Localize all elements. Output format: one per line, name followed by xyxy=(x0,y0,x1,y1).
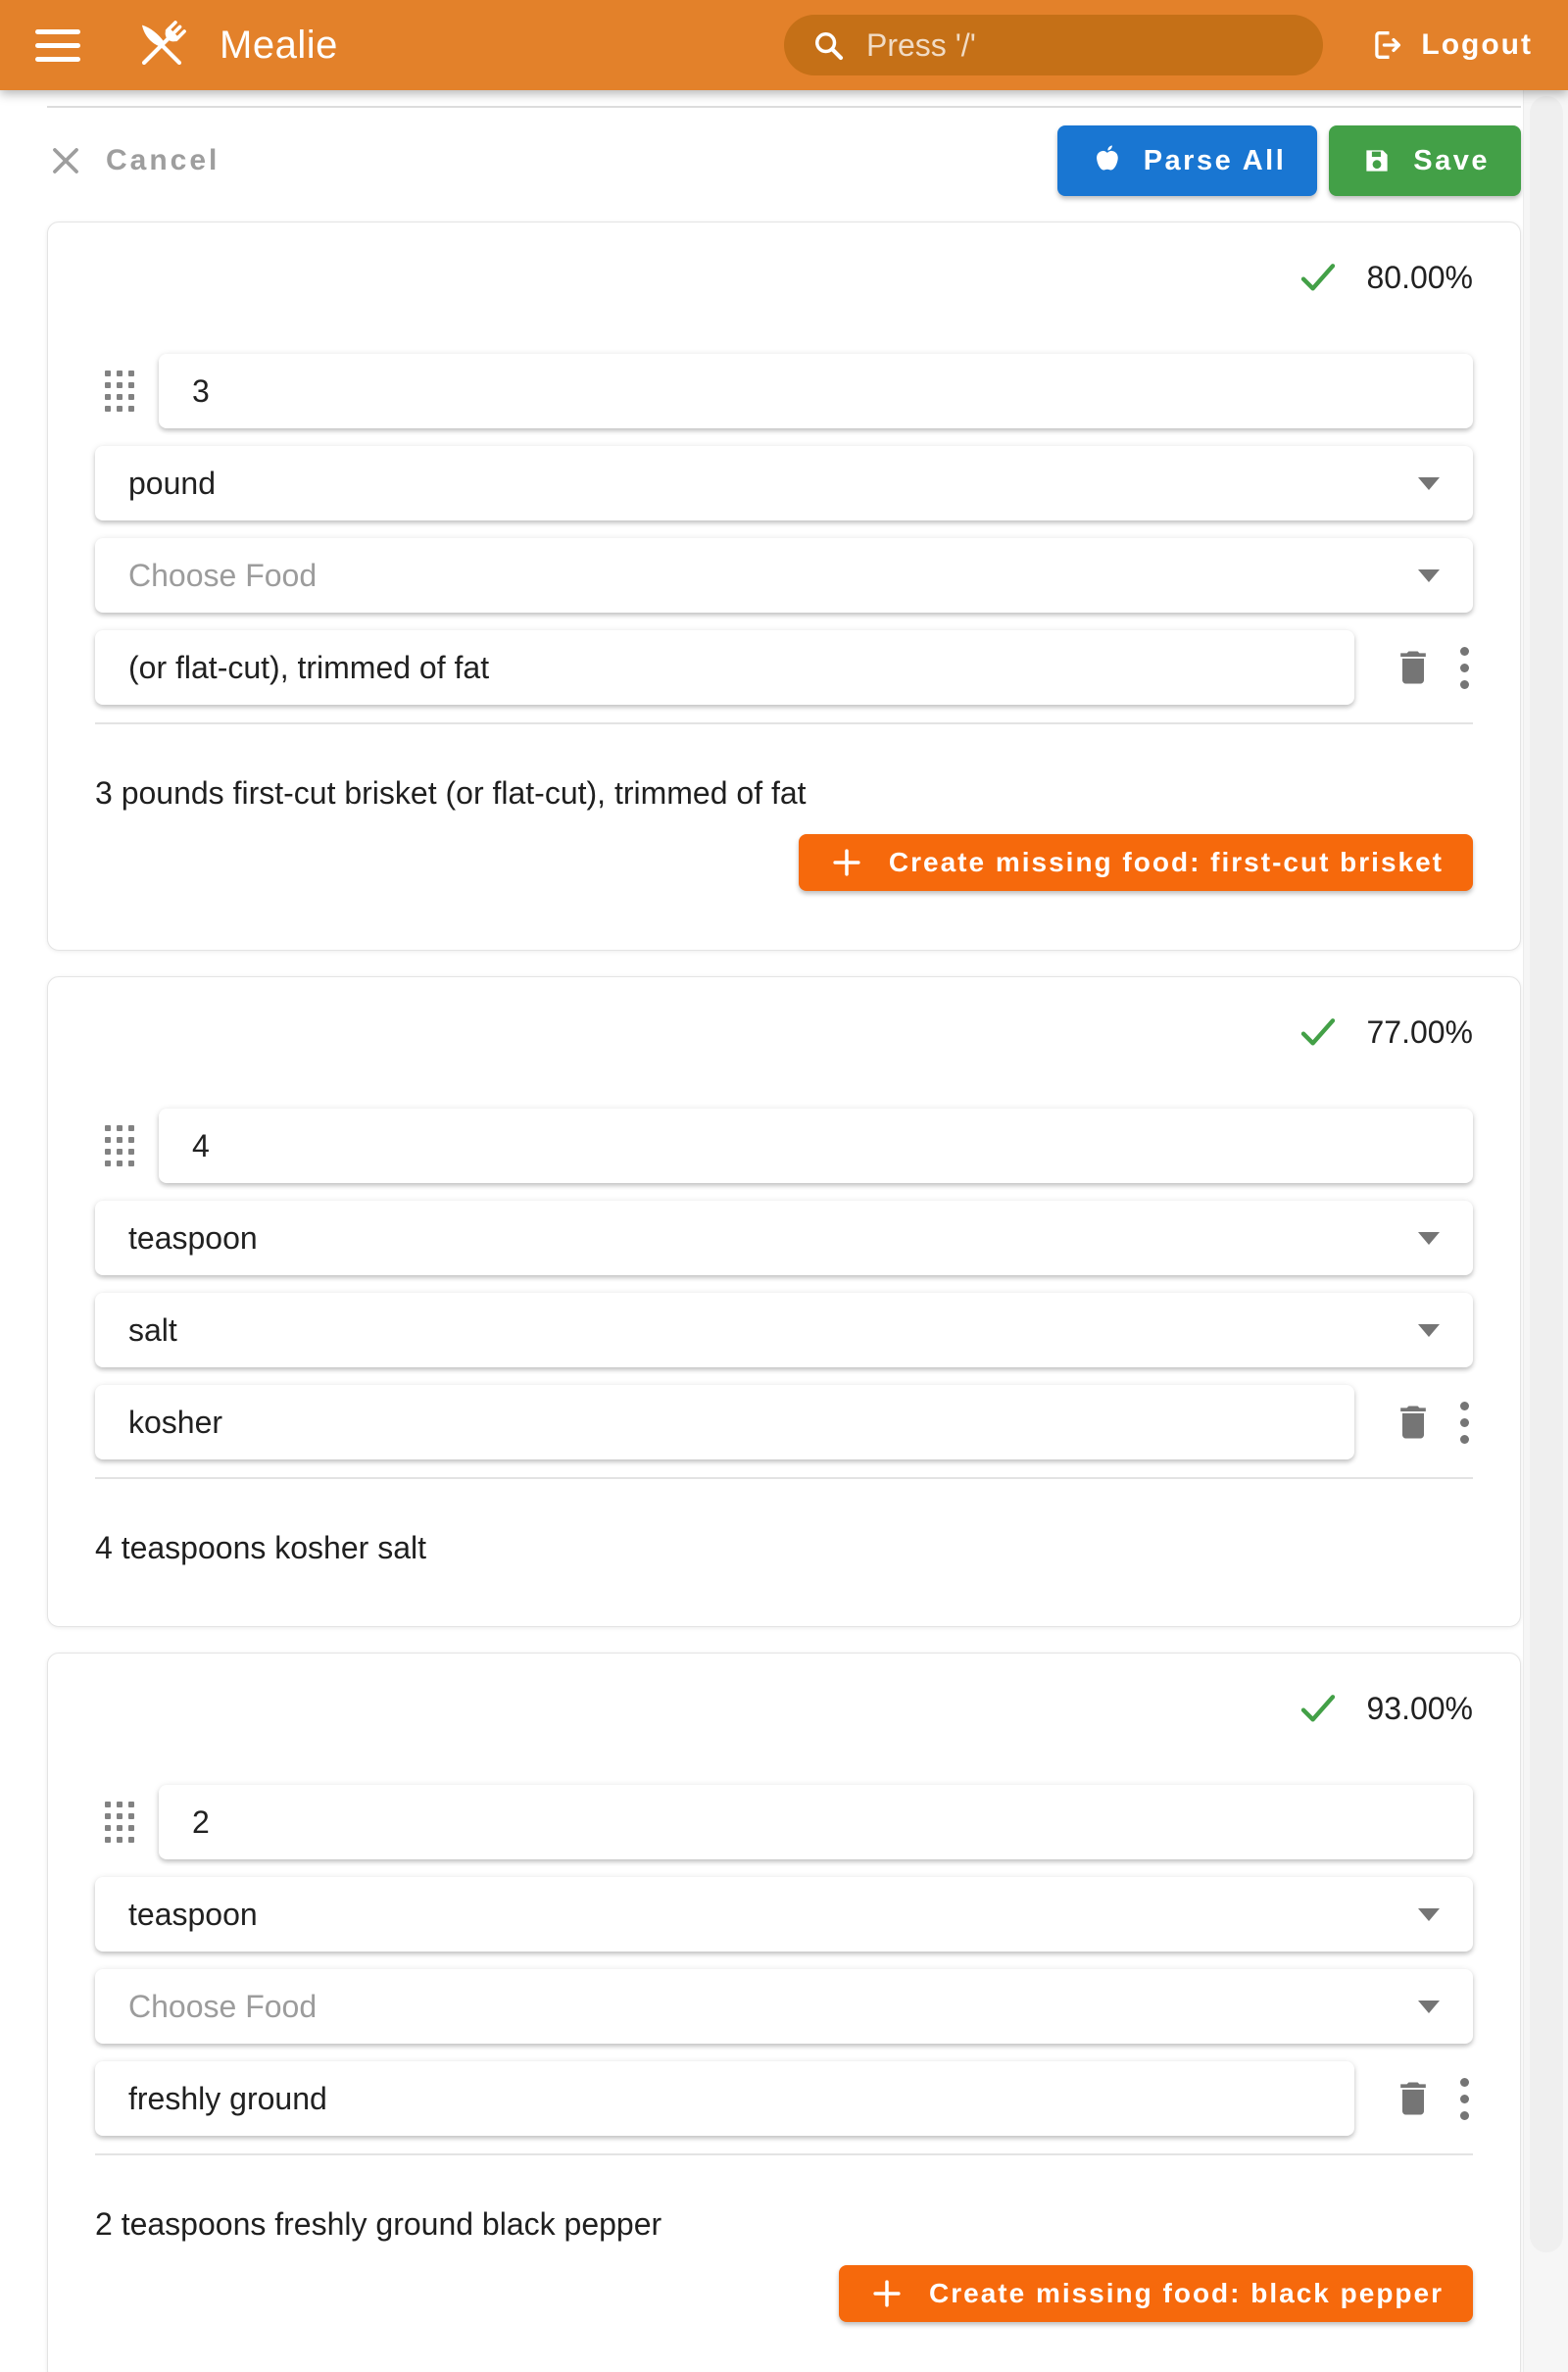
quantity-input[interactable] xyxy=(159,1109,1473,1183)
app-header xyxy=(0,0,1568,90)
drag-handle[interactable] xyxy=(105,1125,135,1166)
kebab-menu-button[interactable] xyxy=(1456,2074,1473,2124)
original-ingredient-text: 4 teaspoons kosher salt xyxy=(95,1530,426,1565)
save-icon xyxy=(1360,144,1394,177)
save-button[interactable]: Save xyxy=(1329,125,1521,196)
plus-icon xyxy=(868,2275,906,2312)
app-title: Mealie xyxy=(220,23,338,67)
food-select[interactable]: salt xyxy=(95,1293,1473,1367)
chevron-down-icon xyxy=(1418,1324,1440,1337)
chevron-down-icon xyxy=(1418,477,1440,490)
drag-handle[interactable] xyxy=(105,1802,135,1843)
delete-button[interactable] xyxy=(1392,1401,1435,1444)
confidence-value: 77.00% xyxy=(1366,1013,1473,1050)
delete-button[interactable] xyxy=(1392,2077,1435,2120)
card-divider xyxy=(95,1477,1473,1479)
unit-select[interactable]: teaspoon xyxy=(95,1201,1473,1275)
card-divider xyxy=(95,2153,1473,2155)
kebab-menu-button[interactable] xyxy=(1456,1398,1473,1448)
chevron-down-icon xyxy=(1418,1908,1440,1921)
parse-all-button[interactable]: Parse All xyxy=(1057,125,1318,196)
trash-icon xyxy=(1392,1401,1435,1444)
check-icon xyxy=(1296,1010,1341,1055)
check-icon xyxy=(1296,1686,1341,1731)
ingredient-card xyxy=(47,222,1521,951)
trash-icon xyxy=(1392,2077,1435,2120)
cancel-button[interactable]: Cancel xyxy=(47,142,220,179)
trash-icon xyxy=(1392,646,1435,689)
mealie-logo-icon xyxy=(129,13,194,77)
original-ingredient-text: 3 pounds first-cut brisket (or flat-cut), trimmed of fat xyxy=(95,775,807,811)
header-divider xyxy=(47,106,1521,108)
confidence-value: 93.00% xyxy=(1366,1690,1473,1726)
unit-select[interactable]: teaspoon xyxy=(95,1877,1473,1952)
note-input[interactable] xyxy=(95,1385,1354,1459)
confidence-value: 80.00% xyxy=(1366,259,1473,295)
chevron-down-icon xyxy=(1418,2001,1440,2013)
ingredient-card xyxy=(47,1653,1521,2372)
menu-icon[interactable] xyxy=(35,29,80,62)
food-select[interactable]: Choose Food xyxy=(95,538,1473,613)
logout-button[interactable]: Logout xyxy=(1370,27,1533,63)
editor-toolbar xyxy=(47,125,1521,196)
quantity-input[interactable] xyxy=(159,354,1473,428)
create-missing-food-button[interactable]: Create missing food: black pepper xyxy=(839,2265,1473,2322)
ingredient-card xyxy=(47,976,1521,1627)
search-placeholder: Press '/' xyxy=(866,26,976,63)
apple-icon xyxy=(1089,143,1124,178)
search-icon xyxy=(809,26,847,64)
check-icon xyxy=(1296,255,1341,300)
create-missing-food-button[interactable]: Create missing food: first-cut brisket xyxy=(799,834,1473,891)
chevron-down-icon xyxy=(1418,569,1440,582)
drag-handle[interactable] xyxy=(105,371,135,412)
food-select[interactable]: Choose Food xyxy=(95,1969,1473,2044)
card-divider xyxy=(95,722,1473,724)
kebab-menu-button[interactable] xyxy=(1456,643,1473,693)
quantity-input[interactable] xyxy=(159,1785,1473,1859)
note-input[interactable] xyxy=(95,2061,1354,2136)
scrollbar-track[interactable] xyxy=(1523,90,1568,2372)
unit-select[interactable]: pound xyxy=(95,446,1473,520)
close-icon xyxy=(47,142,84,179)
scrollbar-thumb[interactable] xyxy=(1530,96,1563,2252)
original-ingredient-text: 2 teaspoons freshly ground black pepper xyxy=(95,2206,662,2242)
plus-icon xyxy=(828,844,865,881)
note-input[interactable] xyxy=(95,630,1354,705)
chevron-down-icon xyxy=(1418,1232,1440,1245)
search-input[interactable] xyxy=(784,15,1323,75)
delete-button[interactable] xyxy=(1392,646,1435,689)
logout-icon xyxy=(1370,27,1405,63)
